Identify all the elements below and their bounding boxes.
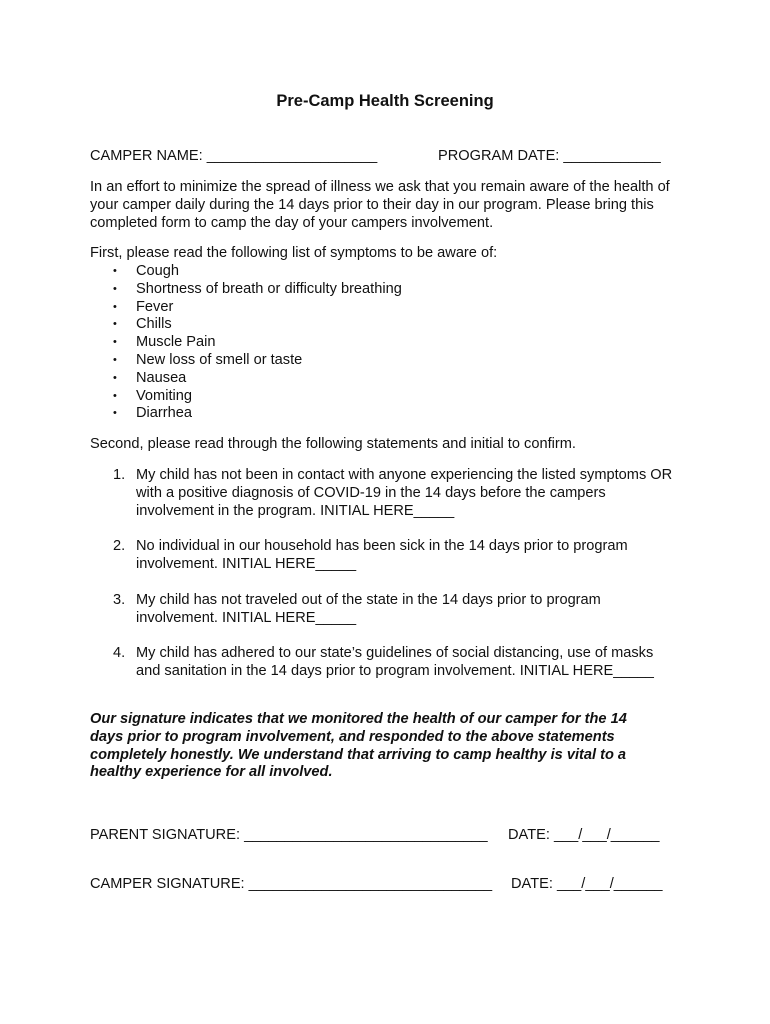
bullet-icon: • bbox=[113, 389, 117, 402]
statement-number: 2. bbox=[113, 538, 126, 554]
camper-date-field[interactable]: DATE: ___/___/______ bbox=[511, 876, 663, 892]
list-item bbox=[90, 370, 402, 388]
bullet-icon: • bbox=[113, 282, 117, 295]
bullet-icon: • bbox=[113, 300, 117, 313]
list-item bbox=[90, 316, 402, 334]
list-item bbox=[90, 405, 402, 423]
symptom-label: Diarrhea bbox=[136, 405, 192, 422]
bullet-icon: • bbox=[113, 336, 117, 349]
symptoms-intro: First, please read the following list of symptoms to be aware of: bbox=[90, 245, 498, 261]
symptom-label: Fever bbox=[136, 298, 174, 315]
symptom-label: New loss of smell or taste bbox=[136, 351, 303, 368]
symptom-label: Chills bbox=[136, 316, 172, 333]
symptom-label: Muscle Pain bbox=[136, 334, 216, 351]
camper-name-field[interactable]: CAMPER NAME: _____________________ bbox=[90, 148, 378, 164]
signature-pledge: Our signature indicates that we monitored the health of our camper for the 14 days prior to program involvement, and responded to the above statements completely honestly. We understand that arriving to camp healthy is vital to a healthy experience for all involved. bbox=[90, 711, 627, 781]
symptom-list bbox=[90, 263, 402, 423]
list-item bbox=[90, 334, 402, 352]
bullet-icon: • bbox=[113, 371, 117, 384]
list-item bbox=[90, 388, 402, 406]
statement-text[interactable]: No individual in our household has been sick in the 14 days prior to program involvement. INITIAL HERE_____ bbox=[136, 538, 628, 572]
symptom-label: Shortness of breath or difficulty breathing bbox=[136, 280, 402, 297]
statement-number: 1. bbox=[113, 467, 126, 483]
bullet-icon: • bbox=[113, 353, 117, 366]
list-item bbox=[90, 352, 402, 370]
list-item bbox=[90, 299, 402, 317]
bullet-icon: • bbox=[113, 407, 117, 420]
program-date-field[interactable]: PROGRAM DATE: ____________ bbox=[438, 148, 661, 164]
symptom-label: Vomiting bbox=[136, 387, 192, 404]
camper-signature-field[interactable]: CAMPER SIGNATURE: ______________________________ bbox=[90, 876, 493, 892]
statement-number: 4. bbox=[113, 645, 126, 661]
bullet-icon: • bbox=[113, 265, 117, 277]
statement-text[interactable]: My child has not traveled out of the state in the 14 days prior to program involvement. INITIAL HERE_____ bbox=[136, 592, 601, 626]
bullet-icon: • bbox=[113, 318, 117, 331]
symptom-label: Nausea bbox=[136, 369, 187, 386]
parent-date-field[interactable]: DATE: ___/___/______ bbox=[508, 827, 660, 843]
statement-text[interactable]: My child has not been in contact with anyone experiencing the listed symptoms OR with a positive diagnosis of COVID-19 in the 14 days before the campers involvement in the program. INITIAL HERE_____ bbox=[136, 467, 673, 519]
intro-paragraph: In an effort to minimize the spread of illness we ask that you remain aware of the health of your camper daily during the 14 days prior to their day in our program. Please bring this completed form to camp the day of your campers involvement. bbox=[90, 179, 670, 231]
statement-number: 3. bbox=[113, 592, 126, 608]
statement-text[interactable]: My child has adhered to our state’s guidelines of social distancing, use of masks and sanitation in the 14 days prior to program involvement. INITIAL HERE_____ bbox=[136, 645, 654, 679]
parent-signature-field[interactable]: PARENT SIGNATURE: ______________________________ bbox=[90, 827, 488, 843]
statements-intro: Second, please read through the following statements and initial to confirm. bbox=[90, 436, 576, 452]
list-item bbox=[90, 263, 402, 281]
page-title: Pre-Camp Health Screening bbox=[276, 92, 494, 110]
list-item bbox=[90, 281, 402, 299]
symptom-label: Cough bbox=[136, 263, 180, 279]
